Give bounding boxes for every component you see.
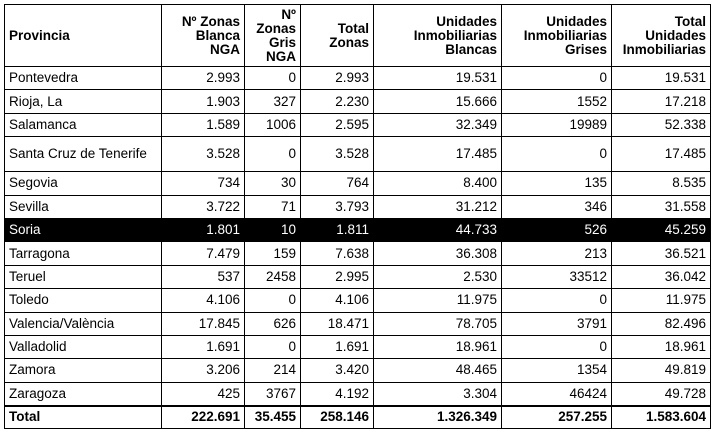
table-row <box>5 113 711 136</box>
total-cell: 222.691 <box>162 406 245 429</box>
table-cell: 0 <box>245 67 301 90</box>
table-cell: 49.819 <box>612 359 711 382</box>
table-cell: 36.308 <box>374 242 502 265</box>
total-cell: 1.583.604 <box>612 406 711 429</box>
total-cell: 258.146 <box>301 406 374 429</box>
table-cell: 214 <box>245 359 301 382</box>
table-cell: 626 <box>245 312 301 335</box>
table-cell: 49.728 <box>612 382 711 405</box>
table-cell: 17.218 <box>612 90 711 113</box>
table-cell: 2.995 <box>301 265 374 288</box>
table-cell: 3.206 <box>162 359 245 382</box>
table-cell: 0 <box>245 137 301 172</box>
province-name-cell: Zaragoza <box>5 382 162 405</box>
table-cell: 2.993 <box>301 67 374 90</box>
table-cell: 764 <box>301 172 374 195</box>
table-cell: 15.666 <box>374 90 502 113</box>
header-row <box>5 5 711 67</box>
table-row <box>5 195 711 218</box>
table-row <box>5 359 711 382</box>
table-cell: 48.465 <box>374 359 502 382</box>
table-cell: 0 <box>245 289 301 312</box>
table-cell: 44.733 <box>374 218 502 241</box>
province-name-cell: Tarragona <box>5 242 162 265</box>
total-row <box>5 406 711 429</box>
table-cell: 10 <box>245 218 301 241</box>
header-zonas-blanca: Nº Zonas Blanca NGA <box>162 5 245 67</box>
table-cell: 31.212 <box>374 195 502 218</box>
table-row <box>5 335 711 358</box>
table-cell: 734 <box>162 172 245 195</box>
table-cell: 17.485 <box>612 137 711 172</box>
table-cell: 4.106 <box>301 289 374 312</box>
table-row <box>5 90 711 113</box>
table-row <box>5 312 711 335</box>
table-cell: 7.638 <box>301 242 374 265</box>
table-cell: 0 <box>502 289 612 312</box>
table-cell: 3791 <box>502 312 612 335</box>
provinces-table <box>4 4 711 429</box>
province-name-cell: Rioja, La <box>5 90 162 113</box>
province-name-cell: Teruel <box>5 265 162 288</box>
table-cell: 17.845 <box>162 312 245 335</box>
table-cell: 18.961 <box>612 335 711 358</box>
table-row <box>5 382 711 405</box>
table-row <box>5 242 711 265</box>
table-cell: 1.801 <box>162 218 245 241</box>
table-cell: 11.975 <box>374 289 502 312</box>
table-cell: 3.304 <box>374 382 502 405</box>
table-cell: 78.705 <box>374 312 502 335</box>
table-cell: 2.530 <box>374 265 502 288</box>
table-row <box>5 289 711 312</box>
table-cell: 327 <box>245 90 301 113</box>
table-cell: 8.535 <box>612 172 711 195</box>
table-cell: 2.230 <box>301 90 374 113</box>
table-cell: 36.042 <box>612 265 711 288</box>
table-row <box>5 265 711 288</box>
province-name-cell: Toledo <box>5 289 162 312</box>
header-zonas-gris: Nº Zonas Gris NGA <box>245 5 301 67</box>
table-cell: 19.531 <box>612 67 711 90</box>
table-cell: 1552 <box>502 90 612 113</box>
province-name-cell: Valencia/València <box>5 312 162 335</box>
table-cell: 82.496 <box>612 312 711 335</box>
table-cell: 18.961 <box>374 335 502 358</box>
table-cell: 2.993 <box>162 67 245 90</box>
table-cell: 3.420 <box>301 359 374 382</box>
table-cell: 2.595 <box>301 113 374 136</box>
table-cell: 17.485 <box>374 137 502 172</box>
table-cell: 4.106 <box>162 289 245 312</box>
table-cell: 1006 <box>245 113 301 136</box>
province-name-cell: Soria <box>5 218 162 241</box>
table-cell: 135 <box>502 172 612 195</box>
table-cell: 19.531 <box>374 67 502 90</box>
province-name-cell: Santa Cruz de Tenerife <box>5 137 162 172</box>
table-cell: 11.975 <box>612 289 711 312</box>
table-cell: 3.722 <box>162 195 245 218</box>
table-cell: 33512 <box>502 265 612 288</box>
total-cell: 257.255 <box>502 406 612 429</box>
table-cell: 213 <box>502 242 612 265</box>
table-row <box>5 172 711 195</box>
table-cell: 4.192 <box>301 382 374 405</box>
province-name-cell: Zamora <box>5 359 162 382</box>
province-name-cell: Valladolid <box>5 335 162 358</box>
province-name-cell: Sevilla <box>5 195 162 218</box>
table-cell: 159 <box>245 242 301 265</box>
table-cell: 18.471 <box>301 312 374 335</box>
header-unidades-grises: Unidades Inmobiliarias Grises <box>502 5 612 67</box>
table-cell: 2458 <box>245 265 301 288</box>
table-cell: 3.528 <box>162 137 245 172</box>
table-cell: 1.811 <box>301 218 374 241</box>
table-cell: 45.259 <box>612 218 711 241</box>
table-row <box>5 218 711 241</box>
table-cell: 31.558 <box>612 195 711 218</box>
table-cell: 52.338 <box>612 113 711 136</box>
header-unidades-blancas: Unidades Inmobiliarias Blancas <box>374 5 502 67</box>
table-cell: 3767 <box>245 382 301 405</box>
province-name-cell: Segovia <box>5 172 162 195</box>
table-cell: 1.903 <box>162 90 245 113</box>
table-cell: 46424 <box>502 382 612 405</box>
table-cell: 32.349 <box>374 113 502 136</box>
table-cell: 1354 <box>502 359 612 382</box>
table-cell: 71 <box>245 195 301 218</box>
table-cell: 0 <box>502 67 612 90</box>
table-cell: 0 <box>502 137 612 172</box>
total-cell: 1.326.349 <box>374 406 502 429</box>
province-name-cell: Pontevedra <box>5 67 162 90</box>
table-row <box>5 67 711 90</box>
header-total-zonas: Total Zonas <box>301 5 374 67</box>
header-total-unidades: Total Unidades Inmobiliarias <box>612 5 711 67</box>
header-provincia: Provincia <box>5 5 162 67</box>
table-cell: 0 <box>502 335 612 358</box>
table-cell: 36.521 <box>612 242 711 265</box>
province-name-cell: Salamanca <box>5 113 162 136</box>
table-cell: 30 <box>245 172 301 195</box>
table-cell: 19989 <box>502 113 612 136</box>
table-cell: 3.528 <box>301 137 374 172</box>
table-row <box>5 137 711 172</box>
total-cell: Total <box>5 406 162 429</box>
table-cell: 526 <box>502 218 612 241</box>
table-cell: 8.400 <box>374 172 502 195</box>
table-cell: 7.479 <box>162 242 245 265</box>
table-cell: 1.691 <box>301 335 374 358</box>
table-cell: 1.691 <box>162 335 245 358</box>
table-cell: 537 <box>162 265 245 288</box>
table-cell: 346 <box>502 195 612 218</box>
table-cell: 0 <box>245 335 301 358</box>
table-cell: 3.793 <box>301 195 374 218</box>
table-cell: 1.589 <box>162 113 245 136</box>
table-cell: 425 <box>162 382 245 405</box>
total-cell: 35.455 <box>245 406 301 429</box>
